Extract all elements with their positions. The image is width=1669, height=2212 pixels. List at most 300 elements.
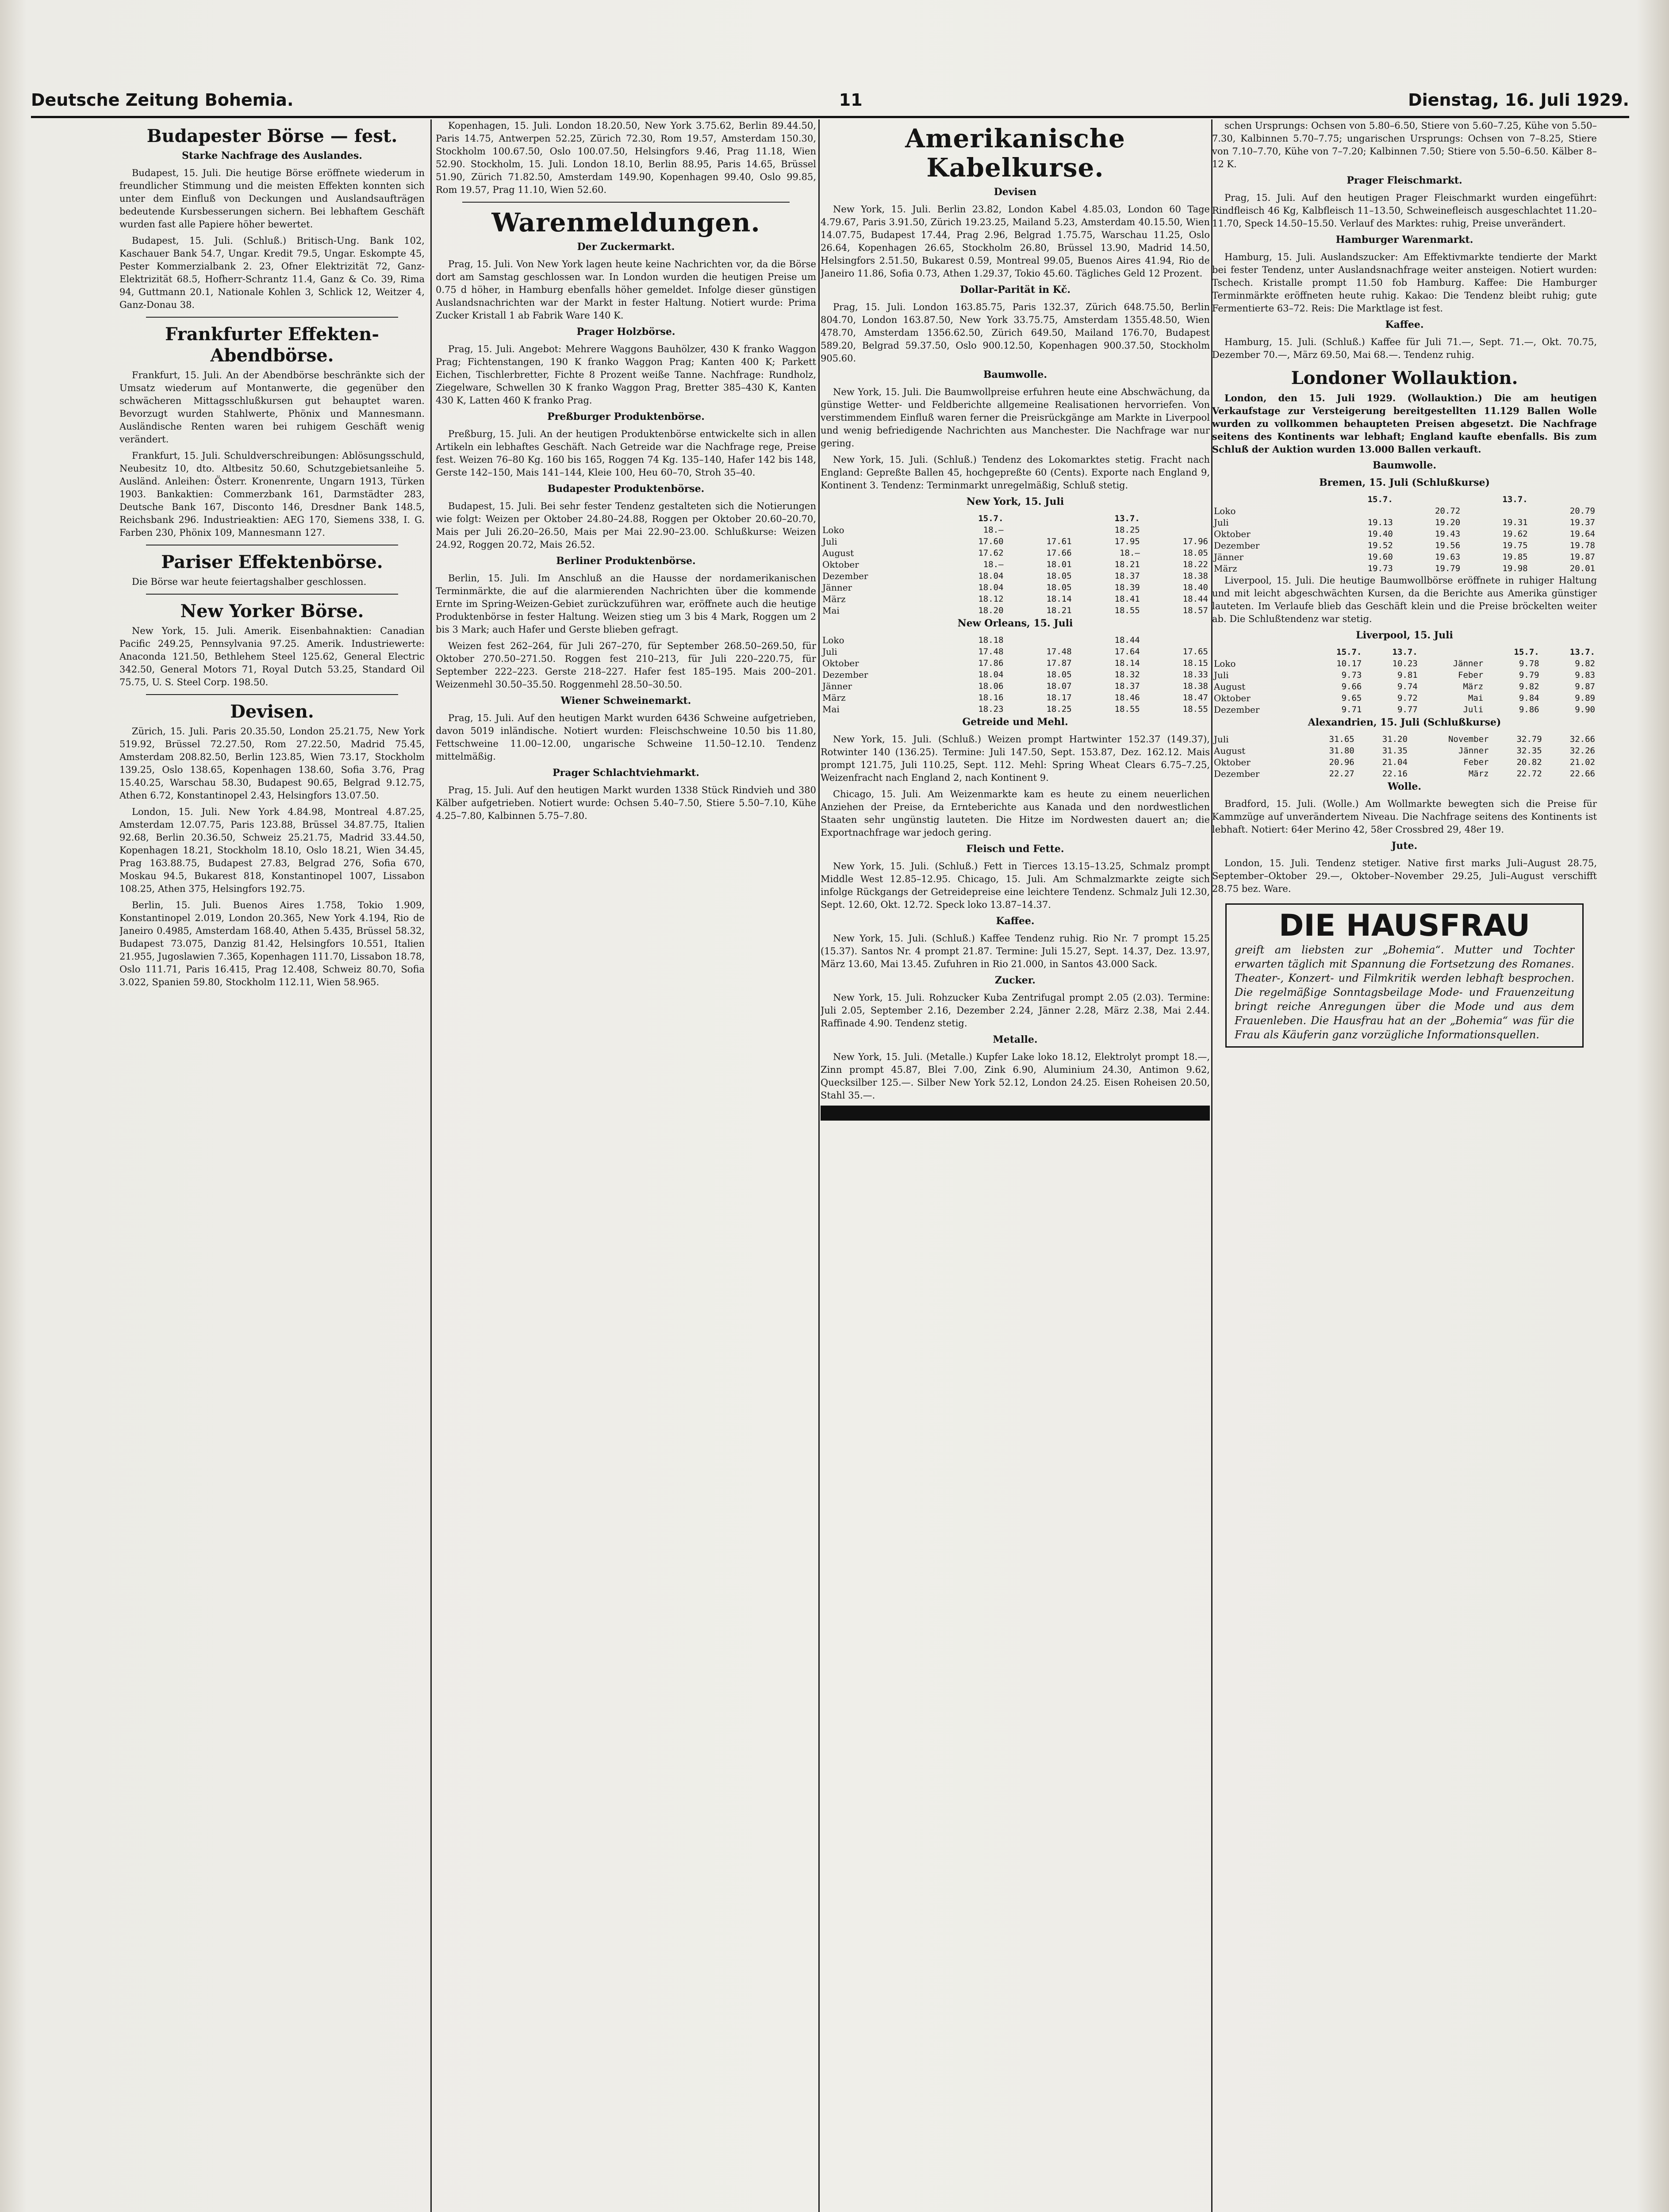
table-cell: 9.83 — [1575, 670, 1595, 680]
table-cell: 18.22 — [1182, 560, 1208, 569]
table-caption: New Orleans, 15. Juli — [957, 618, 1073, 629]
table-row — [821, 669, 1210, 680]
table-cell: Jänner — [822, 681, 852, 691]
subheading: Berliner Produktenbörse. — [556, 555, 696, 567]
table-cell: 31.65 — [1329, 734, 1354, 744]
article-paragraph: Prag, 15. Juli. Auf den heutigen Markt wurden 1338 Stück Rindvieh und 380 Kälber aufgetrieben. Notiert wurde: Ochsen 5.40–7.50, Stiere 5.50–7.10, Kühe 4.25–7.80, Kalbinnen 5.75–7.80. — [436, 785, 816, 821]
table-cell: 22.72 — [1516, 769, 1542, 779]
table-cell: März — [822, 594, 846, 604]
table-row — [821, 582, 1210, 593]
table-cell: Dezember — [822, 571, 868, 581]
column-1 — [119, 119, 425, 2212]
article-paragraph: Die Börse war heute feiertagshalber geschlossen. — [132, 576, 367, 587]
table-cell: 19.62 — [1502, 529, 1528, 539]
table-cell: 21.04 — [1382, 757, 1408, 767]
table-row — [1212, 563, 1597, 574]
table-cell: 18.38 — [1182, 571, 1208, 581]
table-cell: 20.01 — [1569, 564, 1595, 573]
table-cell: 18.47 — [1182, 693, 1208, 703]
subheading: Starke Nachfrage des Auslandes. — [182, 150, 362, 161]
table-cell: 17.95 — [1114, 537, 1140, 546]
table-cell: 18.05 — [1046, 670, 1072, 680]
article-paragraph: Frankfurt, 15. Juli. Schuldverschreibungen: Ablösungsschuld, Neubesitz 10, dto. Altbesitz 50.60, Schutzgebietsanleihe 5. Ausländ. Anleihen: Österr. Kronenrente, Ungarn 1913, Türken 1903. Bankaktien: Commerzbank 161, Darmstädter 283, Deutsche Bank 167, Disconto 146, Dresdner Bank 148.5, Reichsbank 296. Industrieaktien: AEG 170, Siemens 338, I. G. Farben 230, Phönix 109, Mannesmann 127. — [119, 450, 425, 538]
subheading: Prager Schlachtviehmarkt. — [552, 767, 699, 779]
subheading: Der Zuckermarkt. — [577, 241, 675, 253]
article-paragraph: New York, 15. Juli. Berlin 23.82, London Kabel 4.85.03, London 60 Tage 4.79.67, Paris 3.91.50, Zürich 19.23.25, Mailand 5.23, Amsterdam 40.15.50, Wien 14.07.75, Budapest 17.44, Prag 2.96, Belgrad 1.75.75, Warschau 11.25, Oslo 26.64, Kopenhagen 26.65, Stockholm 26.80, Brüssel 13.90, Madrid 14.50, Helsingfors 2.51.50, Bukarest 0.59, Montreal 99.05, Buenos Aires 41.94, Rio de Janeiro 11.86, Sofia 0.73, Athen 1.29.37, Tokio 45.60. Tägliches Geld 12 Prozent. — [821, 204, 1210, 279]
table-row — [821, 524, 1210, 536]
section-heading-wollauktion: Londoner Wollauktion. — [1291, 368, 1518, 388]
subheading: Kaffee. — [1385, 319, 1424, 330]
table-cell: 17.61 — [1046, 537, 1072, 546]
table-cell: Juli — [822, 536, 837, 547]
table-cell: 20.79 — [1569, 506, 1595, 516]
table-cell: 9.82 — [1519, 682, 1539, 691]
subheading: Wolle. — [1388, 781, 1421, 792]
table-cell — [1142, 634, 1210, 646]
section-heading-paris: Pariser Effektenbörse. — [161, 552, 383, 572]
table-cell: 10.23 — [1392, 659, 1418, 668]
section-rule — [462, 202, 790, 203]
table-cell: 9.87 — [1575, 682, 1595, 691]
table-row — [821, 703, 1210, 715]
table-cell — [1327, 505, 1394, 517]
column-divider — [818, 119, 820, 2212]
table-cell: 19.78 — [1569, 541, 1595, 550]
table-cell: 18.21 — [1046, 606, 1072, 615]
subheading: Baumwolle. — [1372, 460, 1437, 471]
column-4 — [1212, 119, 1597, 2212]
table-cell: 18.17 — [1046, 693, 1072, 703]
column-divider — [430, 119, 432, 2212]
article-paragraph: New York, 15. Juli. (Schluß.) Kaffee Tendenz ruhig. Rio Nr. 7 prompt 15.25 (15.37). Santos Nr. 4 prompt 21.87. Termine: Juli 15.27, Sept. 14.37, Dez. 13.97, März 13.60, Mai 13.45. Zufuhren in Rio 21.000, in Santos 43.000 Sack. — [821, 933, 1210, 969]
table-cell: Juli — [1214, 517, 1229, 528]
table-cell: 18.57 — [1182, 606, 1208, 615]
table-cell: 17.65 — [1182, 647, 1208, 657]
table-cell — [1530, 494, 1597, 505]
table-cell: Juli — [822, 646, 837, 657]
table-cell: 22.66 — [1569, 769, 1595, 779]
article-paragraph: Budapest, 15. Juli. Bei sehr fester Tendenz gestalteten sich die Notierungen wie folgt: Weizen per Oktober 24.80–24.88, Roggen per Oktober 20.60–20.70, Mais per Juli 26.20–26.50, Mais per Mai 22.90–23.00. Schlußkurse: Weizen 24.92, Roggen 20.72, Mais 26.52. — [436, 501, 816, 550]
table-cell: 18.41 — [1114, 594, 1140, 604]
table-row — [821, 570, 1210, 582]
table-cell: Oktober — [822, 559, 859, 570]
table-row — [1212, 658, 1597, 669]
subheading: Metalle. — [993, 1034, 1038, 1045]
subheading: Baumwolle. — [983, 369, 1047, 380]
table-cell: 19.73 — [1367, 564, 1393, 573]
article-paragraph: New York, 15. Juli. Amerik. Eisenbahnaktien: Canadian Pacific 249.25, Pennsylvania 97.25. Amerik. Industriewerte: Anaconda 121.50, Bethlehem Steel 125.62, General Electric 342.50, General Motors 71, Royal Dutch 53.25, Standard Oil 75.75, U. S. Steel Corp. 198.50. — [119, 626, 425, 687]
article-paragraph: Budapest, 15. Juli. Die heutige Börse eröffnete wiederum in freundlicher Stimmung und die meisten Effekten konnten sich unter dem Einfluß von Deckungen und Auslandsaufträgen bedeutende Kursbesserungen sichern. Bei lebhaftem Geschäft wurden fast alle Papiere höher bewertet. — [119, 168, 425, 230]
table-cell: November — [1448, 734, 1489, 744]
table-cell: 18.14 — [1046, 594, 1072, 604]
table-cell: 18.04 — [978, 670, 1004, 680]
article-paragraph: New York, 15. Juli. (Metalle.) Kupfer Lake loko 18.12, Elektrolyt prompt 18.—, Zinn prompt 45.87, Blei 7.00, Zink 6.90, Aluminium 24.30, Antimon 9.62, Quecksilber 125.—. Silber New York 52.12, London 24.25. Eisen Roheisen 20.50, Stahl 35.—. — [821, 1052, 1210, 1101]
table-cell: 17.60 — [978, 537, 1004, 546]
section-rule — [146, 594, 398, 595]
table-cell: 9.84 — [1519, 693, 1539, 703]
table-cell: 18.05 — [1182, 548, 1208, 558]
section-heading-devisen: Devisen. — [230, 701, 314, 722]
table-cell: Loko — [822, 635, 844, 645]
masthead-title: Deutsche Zeitung Bohemia. — [31, 90, 294, 110]
table-cell: 18.55 — [1114, 704, 1140, 714]
table-cell: 13.7. — [1502, 495, 1528, 504]
subheading: Fleisch und Fette. — [966, 843, 1064, 855]
article-paragraph: Berlin, 15. Juli. Im Anschluß an die Hausse der nordamerikanischen Terminmärkte, die auf die alarmierenden Nachrichten über die kommende Ernte im Spring-Weizen-Gebiet zurückzuführen war, eröffnete auch die heutige Produktenbörse in fester Haltung. Weizen stieg um 3 bis 4 Mark, Roggen um 2 bis 3 Mark; auch Hafer und Gerste blieben gefragt. — [436, 573, 816, 635]
page-number: 11 — [839, 90, 863, 110]
advertisement-box — [1225, 903, 1584, 1048]
table-cell: 10.17 — [1336, 659, 1362, 668]
table-cell: 18.40 — [1182, 583, 1208, 592]
section-heading-new-york: New Yorker Börse. — [180, 601, 364, 622]
table-row — [1212, 768, 1597, 780]
table-cell: Dezember — [1214, 704, 1260, 715]
table-row — [821, 605, 1210, 616]
table-cell: 17.86 — [978, 658, 1004, 668]
column-2 — [436, 119, 816, 2212]
article-paragraph: New York, 15. Juli. (Schluß.) Fett in Tierces 13.15–13.25, Schmalz prompt Middle West 12.85–12.95. Chicago, 15. Juli. Am Schmalzmarkte zeigte sich infolge Rückgangs der Getreidepreise eine leichtere Tendenz. Schmalz Juli 12.30, Sept. 12.60, Okt. 12.72. Speck loko 13.87–14.37. — [821, 861, 1210, 910]
table-cell: Oktober — [822, 658, 859, 668]
table-cell: März — [1214, 563, 1237, 574]
ad-headline: DIE HAUSFRAU — [1278, 908, 1531, 943]
table-cell — [1212, 494, 1327, 505]
table-cell: 18.25 — [1114, 525, 1140, 535]
table-cell: August — [1214, 681, 1246, 692]
table-cell: 18.39 — [1114, 583, 1140, 592]
table-cell: 15.7. — [978, 514, 1004, 523]
table-row — [1212, 704, 1597, 715]
table-cell: 18.44 — [1114, 635, 1140, 645]
table-row — [1212, 528, 1597, 540]
article-paragraph: Chicago, 15. Juli. Am Weizenmarkte kam es heute zu einem neuerlichen Anziehen der Preise, da Ernteberichte aus Kanada und den nordwestlichen Staaten sehr ungünstig lauteten. Die Hitze im Nordwesten dauert an; die Exportnachfrage war jedoch gering. — [821, 789, 1210, 838]
table-row — [821, 692, 1210, 703]
article-paragraph: Prag, 15. Juli. Von New York lagen heute keine Nachrichten vor, da die Börse dort am Samstag geschlossen war. In London wurden die heutigen Preise um 0.75 d höher, in Hamburg ebenfalls höher gemeldet. Infolge dieser günstigen Auslandsnachrichten war der Markt in fester Haltung. Notiert wurde: Prima Zucker Kristall 1 ab Fabrik Ware 140 K. — [436, 259, 816, 321]
table-cell: Oktober — [1214, 757, 1251, 768]
table-cell: 18.04 — [978, 583, 1004, 592]
article-paragraph: Prag, 15. Juli. Angebot: Mehrere Waggons Bauhölzer, 430 K franko Waggon Prag; Fichtenstangen, 190 K franko Waggon Prag; Kanten 400 K; Parkett Eichen, Tischlerbretter, Fichte 8 Prozent weiße Tanne. Nachfrage: Rundholz, Ziegelware, Schwellen 30 K franko Waggon Prag, Bretter 385–430 K, Kanten 430 K, Latten 460 K franko Prag. — [436, 344, 816, 406]
table-cell: 32.79 — [1516, 734, 1542, 744]
table-cell: Jänner — [1458, 746, 1489, 756]
table-cell: 18.33 — [1182, 670, 1208, 680]
table-row — [821, 657, 1210, 669]
table-cell: 19.75 — [1502, 541, 1528, 550]
table-cell: 18.46 — [1114, 693, 1140, 703]
table-cell: Feber — [1463, 757, 1489, 767]
table-cell: 20.82 — [1516, 757, 1542, 767]
table-cell: 18.06 — [978, 681, 1004, 691]
table-cell: 17.87 — [1046, 658, 1072, 668]
table-cell: 19.52 — [1367, 541, 1393, 550]
table-cell: 17.48 — [978, 647, 1004, 657]
column-3 — [821, 119, 1210, 2212]
table-cell: 18.23 — [978, 704, 1004, 714]
subheading: Prager Fleischmarkt. — [1347, 175, 1462, 186]
table-cell: Feber — [1458, 670, 1484, 680]
section-rule — [146, 317, 398, 318]
article-paragraph: New York, 15. Juli. (Schluß.) Tendenz des Lokomarktes stetig. Fracht nach England: Gepreßte Ballen 45, hochgepreßte 60 (Cents). Exporte nach England 9, Kontinent 3. Tendenz: Terminmarkt unregelmäßig, Schluß stetig. — [821, 454, 1210, 491]
table-cell: 19.43 — [1435, 529, 1461, 539]
table-cell: 19.60 — [1367, 552, 1393, 562]
table-cell: 19.87 — [1569, 552, 1595, 562]
table-cell: 9.86 — [1519, 705, 1539, 714]
section-rule — [146, 694, 398, 695]
table-header-row — [1212, 494, 1597, 505]
black-bar — [821, 1106, 1210, 1121]
table-cell: 19.85 — [1502, 552, 1528, 562]
table-cell — [821, 513, 937, 524]
table-cell: 17.64 — [1114, 647, 1140, 657]
table-cell: 9.89 — [1575, 693, 1595, 703]
price-table — [1212, 646, 1597, 715]
table-cell: 9.81 — [1397, 670, 1418, 680]
price-table — [1212, 733, 1597, 780]
table-header-row — [821, 513, 1210, 524]
article-paragraph: Bradford, 15. Juli. (Wolle.) Am Wollmarkte bewegten sich die Preise für Kammzüge auf unverändertem Niveau. Die Nachfrage seitens des Kontinents ist lebhaft. Notiert: 64er Merino 42, 58er Crossbred 29, 48er 19. — [1212, 799, 1597, 835]
ad-body: greift am liebsten zur „Bohemia“. Mutter und Tochter erwarten täglich mit Spannung die Fortsetzung des Romanes. Theater-, Konzert- und Filmkritik werden lebhaft besprochen. Die regelmäßige Sonntagsbeilage Mode- und Frauenzeitung bringt reiche Anregungen über die Mode und aus dem Frauenleben. Die Hausfrau hat an der „Bohemia“ was für die Frau als Käuferin ganz vorzügliche Informationsquellen. — [1235, 944, 1574, 1041]
table-cell: 18.07 — [1046, 681, 1072, 691]
table-cell: Jänner — [1453, 659, 1484, 668]
price-table — [821, 634, 1210, 715]
table-cell: 20.72 — [1435, 506, 1461, 516]
table-caption: Bremen, 15. Juli (Schlußkurse) — [1319, 477, 1490, 488]
table-row — [1212, 540, 1597, 551]
table-cell: 19.56 — [1435, 541, 1461, 550]
table-cell: Dezember — [1214, 768, 1260, 779]
table-cell: 19.13 — [1367, 518, 1393, 527]
table-cell: März — [1463, 682, 1484, 691]
subheading: Zucker. — [995, 975, 1036, 986]
table-cell: Jänner — [1214, 552, 1244, 562]
table-cell: Mai — [822, 704, 840, 714]
table-row — [821, 646, 1210, 657]
subheading: Preßburger Produktenbörse. — [547, 411, 705, 422]
table-row — [1212, 733, 1597, 745]
table-row — [1212, 551, 1597, 563]
price-table — [1212, 494, 1597, 574]
table-cell: 9.73 — [1341, 670, 1362, 680]
subheading: Devisen — [994, 186, 1037, 198]
subheading: Budapester Produktenbörse. — [547, 483, 705, 495]
table-cell: 19.37 — [1569, 518, 1595, 527]
table-cell: 9.74 — [1397, 682, 1418, 691]
table-cell: 17.96 — [1182, 537, 1208, 546]
table-row — [1212, 757, 1597, 768]
table-row — [821, 680, 1210, 692]
table-cell — [1395, 494, 1462, 505]
table-cell: 18.05 — [1046, 583, 1072, 592]
running-head — [31, 87, 1629, 113]
table-cell: 15.7. — [1514, 647, 1539, 657]
table-cell: 9.78 — [1519, 659, 1539, 668]
article-paragraph: New York, 15. Juli. Die Baumwollpreise erfuhren heute eine Abschwächung, da günstige Wetter- und Feldberichte allgemeine Realisationen hervorriefen. Von verstimmendem Einfluß waren ferner die Preisrückgänge am Markte in Liverpool und wenig befriedigende Nachrichten aus Manchester. Die Nachfrage war nur gering. — [821, 387, 1210, 449]
table-row — [1212, 505, 1597, 517]
article-paragraph: New York, 15. Juli. Rohzucker Kuba Zentrifugal prompt 2.05 (2.03). Termine: Juli 2.05, September 2.16, Dezember 2.24, Jänner 2.28, März 2.38, Mai 2.44. Raffinade 4.90. Tendenz stetig. — [821, 992, 1210, 1029]
table-cell: Oktober — [1214, 529, 1251, 539]
table-cell: 18.16 — [978, 693, 1004, 703]
table-cell: 9.82 — [1575, 659, 1595, 668]
price-table — [821, 513, 1210, 616]
table-cell: 18.55 — [1182, 704, 1208, 714]
table-cell: 32.66 — [1569, 734, 1595, 744]
table-cell: 9.90 — [1575, 705, 1595, 714]
table-cell: 18.44 — [1182, 594, 1208, 604]
table-cell: Juli — [1214, 734, 1229, 745]
table-cell: 18.01 — [1046, 560, 1072, 569]
table-row — [1212, 745, 1597, 757]
table-cell: 19.98 — [1502, 564, 1528, 573]
table-cell: 19.40 — [1367, 529, 1393, 539]
table-cell — [1142, 513, 1210, 524]
table-cell: 18.— — [983, 560, 1004, 569]
article-paragraph: Kopenhagen, 15. Juli. London 18.20.50, New York 3.75.62, Berlin 89.44.50, Paris 14.75, Antwerpen 52.25, Zürich 72.30, Rom 19.57, Amsterdam 150.30, Stockholm 100.67.50, Oslo 100.07.50, Helsingfors 9.46, Prag 11.18, Wien 52.90. Stockholm, 15. Juli. London 18.10, Berlin 88.95, Paris 14.65, Brüssel 51.90, Zürich 71.82.50, Amsterdam 149.90, Kopenhagen 99.40, Oslo 99.85, Rom 19.57, Prag 11.10, Wien 52.60. — [436, 120, 816, 195]
table-cell: 22.16 — [1382, 769, 1408, 779]
table-cell: 18.25 — [1046, 704, 1072, 714]
table-cell: 18.15 — [1182, 658, 1208, 668]
table-cell: 18.05 — [1046, 571, 1072, 581]
table-cell: 18.32 — [1114, 670, 1140, 680]
table-cell: 19.79 — [1435, 564, 1461, 573]
table-cell: 18.18 — [978, 635, 1004, 645]
table-cell: 9.79 — [1519, 670, 1539, 680]
article-paragraph: schen Ursprungs: Ochsen von 5.80–6.50, Stiere von 5.60–7.25, Kühe von 5.50–7.30, Kalbinnen 5.70–7.75; ungarischen Ursprungs: Ochsen von 7–8.25, Stiere von 7.10–7.70, Kühe von 7–7.20; Kalbinnen 7.50; Stiere von 5.50–6.50. Kälber 8–12 K. — [1212, 120, 1597, 169]
header-rule — [31, 116, 1629, 118]
table-cell: Oktober — [1214, 693, 1251, 703]
table-cell — [1142, 524, 1210, 536]
article-paragraph: Zürich, 15. Juli. Paris 20.35.50, London 25.21.75, New York 519.92, Brüssel 72.27.50, Rom 27.22.50, Madrid 75.45, Amsterdam 208.82.50, Berlin 123.85, Wien 73.17, Stockholm 139.25, Oslo 138.65, Kopenhagen 138.60, Sofia 3.76, Prag 15.40.25, Warschau 58.30, Budapest 90.65, Belgrad 9.12.75, Athen 6.72, Konstantinopel 2.43, Helsingfors 13.07.50. — [119, 726, 425, 801]
subheading: Prager Holzbörse. — [576, 326, 675, 338]
table-cell: 17.66 — [1046, 548, 1072, 558]
table-cell: 9.72 — [1397, 693, 1418, 703]
table-cell: Juli — [1463, 705, 1484, 714]
table-cell: 18.— — [1120, 548, 1140, 558]
table-cell: 13.7. — [1569, 647, 1595, 657]
table-cell: 9.66 — [1341, 682, 1362, 691]
table-cell: 19.20 — [1435, 518, 1461, 527]
table-cell: 18.38 — [1182, 681, 1208, 691]
table-cell: 13.7. — [1392, 647, 1418, 657]
article-paragraph: Prag, 15. Juli. London 163.85.75, Paris 132.37, Zürich 648.75.50, Berlin 804.70, London 163.87.50, New York 33.75.75, Amsterdam 1355.48.50, Wien 478.70, Amsterdam 1356.62.50, Zürich 649.50, Mailand 176.70, Budapest 589.20, Belgrad 59.37.50, Oslo 900.12.50, Kopenhagen 900.37.50, Stockholm 905.60. — [821, 302, 1210, 364]
table-cell: 19.31 — [1502, 518, 1528, 527]
table-cell — [1212, 646, 1308, 658]
table-cell: 9.77 — [1397, 705, 1418, 714]
table-caption: Liverpool, 15. Juli — [1356, 630, 1453, 641]
table-row — [1212, 681, 1597, 692]
article-paragraph: Hamburg, 15. Juli. (Schluß.) Kaffee für Juli 71.—, Sept. 71.—, Okt. 70.75, Dezember 70.—, März 69.50, Mai 68.—. Tendenz ruhig. — [1212, 337, 1597, 360]
subheading: Getreide und Mehl. — [962, 716, 1068, 728]
table-cell: 18.37 — [1114, 681, 1140, 691]
article-paragraph: London, 15. Juli. Tendenz stetiger. Native first marks Juli–August 28.75, September–Oktober 29.—, Oktober–November 29.25, Juli–August verschifft 28.75 bez. Ware. — [1212, 858, 1597, 894]
table-caption: New York, 15. Juli — [966, 496, 1064, 507]
table-cell: 15.7. — [1336, 647, 1362, 657]
table-cell: 18.20 — [978, 606, 1004, 615]
table-header-row — [1212, 646, 1597, 658]
table-row — [821, 547, 1210, 559]
article-paragraph: Prag, 15. Juli. Auf den heutigen Markt wurden 6436 Schweine aufgetrieben, davon 5019 inländische. Notiert wurden: Fleischschweine 10.50 bis 11.80, Fettschweine 11.00–12.00, ungarische Schweine 11.50–12.10. Tendenz mittelmäßig. — [436, 713, 816, 762]
table-row — [821, 536, 1210, 547]
section-heading-kabelkurse: Amerikanische Kabelkurse. — [905, 123, 1125, 183]
issue-date: Dienstag, 16. Juli 1929. — [1408, 90, 1629, 110]
subheading: Kaffee. — [996, 915, 1035, 927]
article-paragraph: Berlin, 15. Juli. Buenos Aires 1.758, Tokio 1.909, Konstantinopel 2.019, London 20.365, New York 4.194, Rio de Janeiro 0.4985, Amsterdam 168.40, Athen 5.435, Brüssel 58.32, Budapest 73.075, Danzig 81.42, Helsingfors 10.551, Italien 21.955, Jugoslawien 7.365, Kopenhagen 111.70, Lissabon 18.78, Oslo 111.71, Paris 16.415, Prag 12.408, Schweiz 80.70, Sofia 3.022, Spanien 59.80, Stockholm 112.11, Wien 58.965. — [119, 900, 425, 987]
table-cell: 31.80 — [1329, 746, 1354, 756]
table-cell — [1005, 513, 1074, 524]
table-cell: Loko — [1214, 658, 1236, 669]
table-cell: 18.55 — [1114, 606, 1140, 615]
table-cell: 17.48 — [1046, 647, 1072, 657]
article-paragraph: Preßburg, 15. Juli. An der heutigen Produktenbörse entwickelte sich in allen Artikeln ein lebhaftes Geschäft. Nach Getreide war die Nachfrage rege, Preise fest. Weizen 76–80 Kg. 160 bis 165, Roggen 74 Kg. 135–140, Hafer 142 bis 148, Gerste 142–150, Mais 141–144, Kleie 100, Heu 60–70, Stroh 35–40. — [436, 429, 816, 478]
table-cell: 15.7. — [1367, 495, 1393, 504]
table-cell: August — [1214, 745, 1246, 756]
table-cell: 17.62 — [978, 548, 1004, 558]
article-paragraph: London, 15. Juli. New York 4.84.98, Montreal 4.87.25, Amsterdam 12.07.75, Paris 123.88, Brüssel 34.87.75, Italien 92.68, Berlin 20.36.50, Schweiz 25.21.75, Madrid 33.44.50, Kopenhagen 18.21, Stockholm 18.10, Oslo 18.21, Wien 34.45, Prag 163.88.75, Budapest 27.83, Belgrad 276, Sofia 670, Moskau 94.5, Bukarest 818, Konstantinopel 1007, Lissabon 108.25, Athen 375, Helsingfors 192.75. — [119, 806, 425, 894]
table-row — [821, 593, 1210, 605]
section-heading-frankfurt: Frankfurter Effekten-Abendbörse. — [165, 324, 379, 366]
table-cell: Dezember — [822, 669, 868, 680]
table-cell: 9.71 — [1341, 705, 1362, 714]
article-paragraph: Weizen fest 262–264, für Juli 267–270, für September 268.50–269.50, für Oktober 270.50–271.50. Roggen fest 210–213, für Juli 220–220.75, für September 222–223. Gerste 218–227. Hafer fest 185–195. Mais 200–201. Weizenmehl 30.50–35.50. Roggenmehl 28.50–30.50. — [436, 641, 816, 690]
table-row — [821, 559, 1210, 570]
article-paragraph: Hamburg, 15. Juli. Auslandszucker: Am Effektivmarkte tendierte der Markt bei fester Tendenz, unter Auslandsnachfrage weiter ansteigen. Notiert wurden: Tschech. Kristalle prompt 11.50 fob Hamburg. Kaffee: Die Hamburger Terminmärkte eröffneten heute ruhig. Kakao: Die Tendenz bleibt ruhig; gute Fermentierte 63–72. Reis: Die Marktlage ist fest. — [1212, 252, 1597, 314]
table-cell: 21.02 — [1569, 757, 1595, 767]
subheading: Hamburger Warenmarkt. — [1335, 234, 1473, 246]
table-row — [1212, 692, 1597, 704]
table-cell — [1462, 505, 1529, 517]
table-cell: 20.96 — [1329, 757, 1354, 767]
article-paragraph: Frankfurt, 15. Juli. An der Abendbörse beschränkte sich der Umsatz wiederum auf Montanwerte, die gegenüber den schwächeren Mittagsschlußkursen gut behauptet waren. Bevorzugt wurden Stahlwerte, Phönix und Mannesmann. Ausländische Renten waren bei ruhigem Geschäft wenig verändert. — [119, 370, 425, 445]
table-cell: 18.04 — [978, 571, 1004, 581]
table-cell: Loko — [1214, 506, 1236, 516]
article-paragraph: New York, 15. Juli. (Schluß.) Weizen prompt Hartwinter 152.37 (149.37), Rotwinter 140 (136.25). Termine: Juli 147.50, Sept. 153.87, Dez. 162.12. Mais prompt 121.75, Juli 110.25, Sept. 112. Mehl: Spring Wheat Clears 6.75–7.25, Weizenfracht nach England 2, nach Kontinent 9. — [821, 734, 1210, 783]
table-cell: 18.37 — [1114, 571, 1140, 581]
section-heading-warenmeldungen: Warenmeldungen. — [491, 207, 760, 238]
table-cell: Juli — [1214, 670, 1229, 680]
table-cell: 31.35 — [1382, 746, 1408, 756]
table-cell: Jänner — [822, 582, 852, 593]
subheading: Wiener Schweinemarkt. — [560, 695, 691, 707]
table-cell: Loko — [822, 525, 844, 535]
table-cell: 32.35 — [1516, 746, 1542, 756]
table-cell: 18.12 — [978, 594, 1004, 604]
table-caption: Alexandrien, 15. Juli (Schlußkurse) — [1308, 717, 1501, 728]
table-cell: August — [822, 548, 854, 558]
article-paragraph: London, den 15. Juli 1929. (Wollauktion.) Die am heutigen Verkaufstage zur Versteigerung bereitgestellten 11.129 Ballen Wolle wurden zu vollkommen behaupteten Preisen abgesetzt. Die Nachfrage seitens des Kontinents war lebhaft; England kaufte ebenfalls. Bis zum Schluß der Auktion wurden 13.000 Ballen verkauft. — [1212, 392, 1597, 455]
table-row — [1212, 517, 1597, 528]
table-cell: 18.— — [983, 525, 1004, 535]
subheading: Jute. — [1391, 840, 1418, 852]
table-cell: Mai — [822, 605, 840, 616]
table-cell — [1420, 646, 1485, 658]
article-paragraph: Prag, 15. Juli. Auf den heutigen Prager Fleischmarkt wurden eingeführt: Rindfleisch 46 Kg, Kalbfleisch 11–13.50, Schweinefleisch ausgeschlachtet 11.20–11.70, Speck 14.50–15.50. Verlauf des Marktes: ruhig, Preise unverändert. — [1212, 192, 1597, 229]
section-heading-budapest-exchange: Budapester Börse — fest. — [146, 126, 398, 146]
table-cell — [1005, 634, 1074, 646]
table-cell: 19.63 — [1435, 552, 1461, 562]
article-paragraph: Liverpool, 15. Juli. Die heutige Baumwollbörse eröffnete in ruhiger Haltung und mit leicht abgeschwächten Kursen, da die Berichte aus Amerika günstiger lauteten. Im Verlaufe blieb das Geschäft klein und die Preise bröckelten weiter ab. Die Schlußtendenz war stetig. — [1212, 575, 1597, 624]
article-paragraph: Budapest, 15. Juli. (Schluß.) Britisch-Ung. Bank 102, Kaschauer Bank 54.7, Ungar. Kredit 79.5, Ungar. Eskompte 45, Pester Kommerzialbank 2. 23, Ofner Elektrizität 72, Ganz-Elektrizität 68.5, Hofherr-Schrantz 11.4, Ganz & Co. 39, Rima 94, Guttmann 20.1, Nationale Kohlen 3, Schlick 12, Weitzer 4, Ganz-Donau 38. — [119, 235, 425, 310]
table-cell: 18.21 — [1114, 560, 1140, 569]
table-cell: Dezember — [1214, 540, 1260, 551]
table-cell: 32.26 — [1569, 746, 1595, 756]
table-cell: 18.14 — [1114, 658, 1140, 668]
table-row — [1212, 669, 1597, 681]
table-cell: 31.20 — [1382, 734, 1408, 744]
table-cell — [1005, 524, 1074, 536]
table-cell: 22.27 — [1329, 769, 1354, 779]
subheading: Dollar-Parität in Kč. — [959, 284, 1071, 296]
table-cell: März — [822, 692, 846, 703]
table-cell: März — [1468, 769, 1489, 779]
table-row — [821, 634, 1210, 646]
table-cell: Mai — [1468, 693, 1484, 703]
